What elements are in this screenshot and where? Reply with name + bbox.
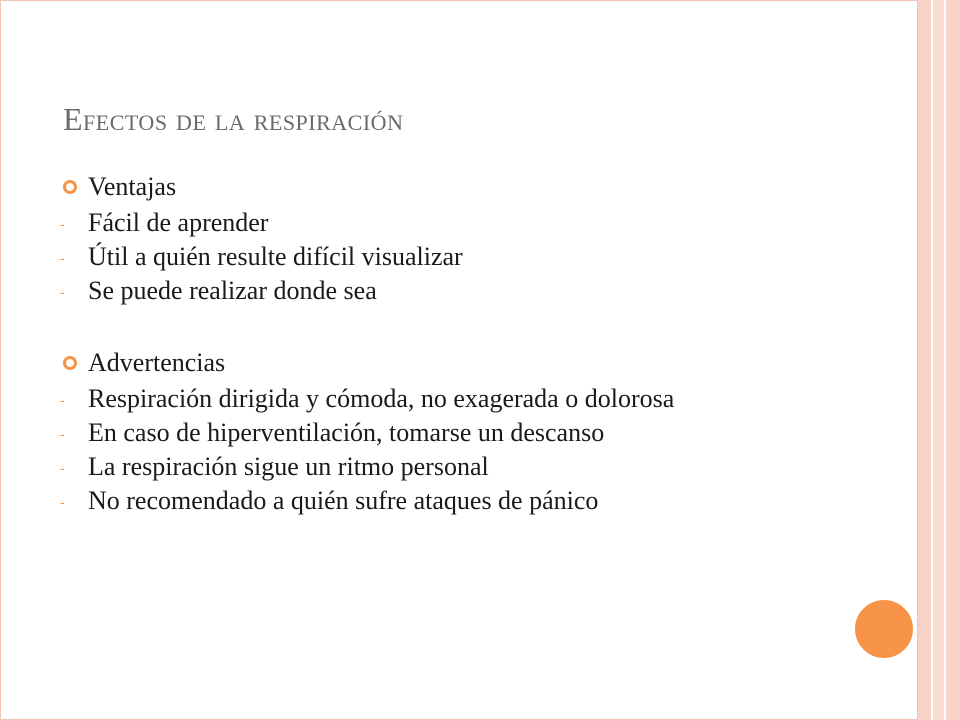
decorative-stripe	[946, 0, 960, 720]
list-item	[60, 206, 860, 240]
list-item	[60, 450, 860, 484]
sub-list-container	[60, 206, 860, 308]
dash-marker: -	[60, 494, 65, 510]
hollow-circle-bullet-icon	[63, 180, 77, 194]
sub-list-container	[60, 382, 860, 518]
sub-list	[60, 206, 860, 308]
list-item	[60, 484, 860, 518]
dash-marker: -	[60, 284, 65, 300]
list-item-text: En caso de hiperventilación, tomarse un descanso	[88, 418, 605, 447]
list-item-text: Fácil de aprender	[88, 208, 269, 237]
bullet-heading-label: Ventajas	[88, 172, 177, 201]
dash-marker: -	[60, 392, 65, 408]
decorative-stripe	[918, 0, 931, 720]
dash-marker: -	[60, 216, 65, 232]
list-item-text: Útil a quién resulte difícil visualizar	[88, 242, 463, 271]
list-item-text: No recomendado a quién sufre ataques de pánico	[88, 486, 599, 515]
dash-marker: -	[60, 426, 65, 442]
list-item-text: La respiración sigue un ritmo personal	[88, 452, 489, 481]
list-item	[60, 240, 860, 274]
hollow-circle-bullet-icon	[63, 356, 77, 370]
section-ventajas	[60, 168, 860, 308]
list-item	[60, 382, 860, 416]
slide-content	[60, 168, 860, 518]
sub-list	[60, 382, 860, 518]
dash-marker: -	[60, 250, 65, 266]
list-item-text: Respiración dirigida y cómoda, no exagerada o dolorosa	[88, 384, 675, 413]
bullet-heading	[60, 168, 860, 206]
bullet-heading	[60, 344, 860, 382]
slide-title: Efectos de la respiración	[63, 101, 404, 137]
list-item-text: Se puede realizar donde sea	[88, 276, 377, 305]
decorative-stripe	[933, 0, 944, 720]
list-item	[60, 274, 860, 308]
bullet-heading-label: Advertencias	[88, 348, 226, 377]
accent-circle	[853, 598, 915, 660]
dash-marker: -	[60, 460, 65, 476]
list-item	[60, 416, 860, 450]
section-advertencias	[60, 344, 860, 518]
